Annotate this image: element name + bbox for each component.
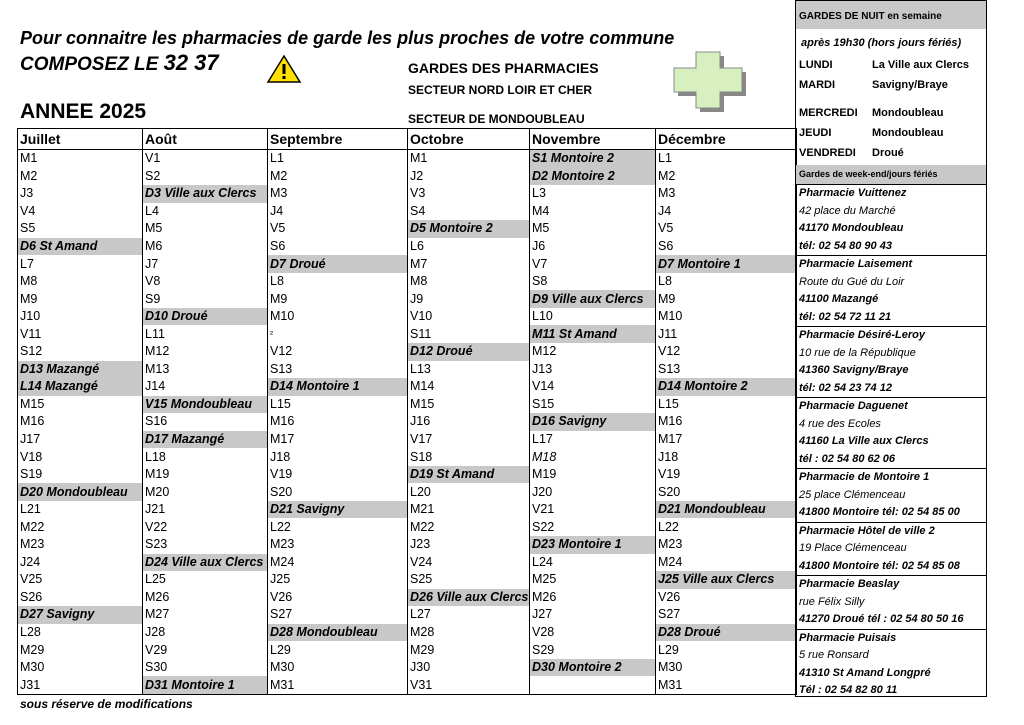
day-cell: M13 bbox=[143, 361, 268, 379]
day-cell: S5 bbox=[18, 220, 143, 238]
night-place: Savigny/Braye bbox=[872, 79, 948, 91]
pharmacy-name: Pharmacie Laisement bbox=[799, 258, 913, 270]
day-cell: M2 bbox=[656, 168, 797, 186]
day-cell: V29 bbox=[143, 641, 268, 659]
pharmacy-address: 4 rue des Ecoles bbox=[799, 417, 881, 430]
night-subtitle: après 19h30 (hors jours fériés) bbox=[801, 37, 962, 49]
pharmacy-address: 42 place du Marché bbox=[799, 204, 896, 217]
day-cell: L10 bbox=[530, 308, 656, 326]
day-cell: M8 bbox=[18, 273, 143, 291]
day-cell: D21 Mondoubleau bbox=[656, 501, 797, 519]
pharmacy-city: 41270 Droué tél : 02 54 80 50 16 bbox=[799, 613, 964, 625]
day-cell bbox=[530, 676, 656, 694]
day-cell: M30 bbox=[268, 659, 408, 677]
day-cell: M4 bbox=[530, 203, 656, 221]
calendar-row bbox=[18, 554, 797, 572]
day-cell: V18 bbox=[18, 448, 143, 466]
day-cell: V14 bbox=[530, 378, 656, 396]
day-cell: M29 bbox=[408, 641, 530, 659]
day-cell: S11 bbox=[408, 325, 530, 343]
pharmacy-phone: tél : 02 54 80 62 06 bbox=[799, 452, 896, 465]
calendar-row bbox=[18, 518, 797, 536]
warning-icon bbox=[266, 54, 302, 84]
day-cell: J25 bbox=[268, 571, 408, 589]
day-cell: V25 bbox=[18, 571, 143, 589]
day-cell: D24 Ville aux Clercs bbox=[143, 554, 268, 572]
calendar-row bbox=[18, 361, 797, 379]
day-cell: M19 bbox=[143, 466, 268, 484]
day-cell: S1 Montoire 2 bbox=[530, 150, 656, 168]
day-cell: D30 Montoire 2 bbox=[530, 659, 656, 677]
day-cell: M17 bbox=[268, 431, 408, 449]
pharmacy-card bbox=[796, 184, 986, 255]
day-cell: J24 bbox=[18, 554, 143, 572]
day-cell: D9 Ville aux Clercs bbox=[530, 290, 656, 308]
calendar-row bbox=[18, 589, 797, 607]
night-row bbox=[796, 75, 986, 95]
calendar-row bbox=[18, 273, 797, 291]
calendar-row bbox=[18, 238, 797, 256]
month-header: Août bbox=[143, 129, 268, 150]
pharmacy-city: 41310 St Amand Longpré bbox=[799, 666, 931, 679]
day-cell: S22 bbox=[530, 518, 656, 536]
day-cell: M21 bbox=[408, 501, 530, 519]
day-cell: D14 Montoire 2 bbox=[656, 378, 797, 396]
calendar-row bbox=[18, 413, 797, 431]
day-cell: M23 bbox=[18, 536, 143, 554]
day-cell: S19 bbox=[18, 466, 143, 484]
day-cell: V19 bbox=[656, 466, 797, 484]
pharmacy-card bbox=[796, 468, 986, 522]
calendar-row bbox=[18, 220, 797, 238]
night-day: MERCREDI bbox=[799, 107, 858, 119]
day-cell: M27 bbox=[143, 606, 268, 624]
day-cell: S16 bbox=[143, 413, 268, 431]
day-cell: V22 bbox=[143, 518, 268, 536]
day-cell: S6 bbox=[656, 238, 797, 256]
day-cell: D20 Mondoubleau bbox=[18, 483, 143, 501]
pharmacy-card bbox=[796, 326, 986, 397]
day-cell: L13 bbox=[408, 361, 530, 379]
day-cell: D27 Savigny bbox=[18, 606, 143, 624]
day-cell: D28 Mondoubleau bbox=[268, 624, 408, 642]
day-cell: S13 bbox=[656, 361, 797, 379]
day-cell: V4 bbox=[18, 203, 143, 221]
day-cell: L15 bbox=[656, 396, 797, 414]
day-cell: M11 St Amand bbox=[530, 325, 656, 343]
pharmacy-name: Pharmacie Beaslay bbox=[799, 578, 900, 590]
day-cell: M25 bbox=[530, 571, 656, 589]
day-cell: M14 bbox=[408, 378, 530, 396]
day-cell: M28 bbox=[408, 624, 530, 642]
calendar-row bbox=[18, 343, 797, 361]
day-cell: M22 bbox=[408, 518, 530, 536]
calendar-row bbox=[18, 255, 797, 273]
month-header: Novembre bbox=[530, 129, 656, 150]
sector-label-2: SECTEUR DE MONDOUBLEAU bbox=[408, 112, 585, 126]
day-cell: M26 bbox=[143, 589, 268, 607]
day-cell: J2 bbox=[408, 168, 530, 186]
day-cell: L7 bbox=[18, 255, 143, 273]
day-cell: L1 bbox=[656, 150, 797, 168]
pharmacy-phone: tél: 02 54 80 90 43 bbox=[799, 239, 892, 252]
day-cell: M9 bbox=[656, 290, 797, 308]
day-cell: M15 bbox=[18, 396, 143, 414]
day-cell: J20 bbox=[530, 483, 656, 501]
calendar-row bbox=[18, 290, 797, 308]
day-cell: L4 bbox=[143, 203, 268, 221]
day-cell: S2 bbox=[143, 168, 268, 186]
day-cell: D26 Ville aux Clercs bbox=[408, 589, 530, 607]
day-cell: L11 bbox=[143, 325, 268, 343]
day-cell: J11 bbox=[656, 325, 797, 343]
pharmacy-list bbox=[796, 184, 986, 700]
day-cell: M10 bbox=[268, 308, 408, 326]
day-cell: D19 St Amand bbox=[408, 466, 530, 484]
day-cell: M5 bbox=[143, 220, 268, 238]
phone-number: 32 37 bbox=[163, 50, 219, 75]
phone-line-text: COMPOSEZ LE bbox=[20, 54, 164, 75]
day-cell: D3 Ville aux Clercs bbox=[143, 185, 268, 203]
day-cell: V28 bbox=[530, 624, 656, 642]
year-title: ANNEE 2025 bbox=[20, 100, 147, 123]
night-place: La Ville aux Clercs bbox=[872, 59, 970, 71]
day-cell: J4 bbox=[268, 203, 408, 221]
day-cell: M9 bbox=[268, 290, 408, 308]
page-title: GARDES DES PHARMACIES bbox=[408, 60, 599, 76]
day-cell: L1 bbox=[268, 150, 408, 168]
month-header: Septembre bbox=[268, 129, 408, 150]
day-cell: J27 bbox=[530, 606, 656, 624]
pharmacy-address: 5 rue Ronsard bbox=[799, 649, 869, 661]
night-place: Mondoubleau bbox=[872, 107, 944, 119]
pharmacy-card bbox=[796, 397, 986, 468]
day-cell: L28 bbox=[18, 624, 143, 642]
day-cell: V8 bbox=[143, 273, 268, 291]
day-cell: S15 bbox=[530, 396, 656, 414]
day-cell: M19 bbox=[530, 466, 656, 484]
day-cell: L6 bbox=[408, 238, 530, 256]
day-cell: J10 bbox=[18, 308, 143, 326]
pharmacy-city: 41360 Savigny/Braye bbox=[799, 364, 909, 376]
calendar-row bbox=[18, 396, 797, 414]
day-cell: M12 bbox=[530, 343, 656, 361]
day-cell: M23 bbox=[656, 536, 797, 554]
night-row bbox=[796, 103, 986, 123]
day-cell: ² bbox=[268, 325, 408, 343]
day-cell: L29 bbox=[656, 641, 797, 659]
day-cell: V5 bbox=[268, 220, 408, 238]
day-cell: J25 Ville aux Clercs bbox=[656, 571, 797, 589]
day-cell: S12 bbox=[18, 343, 143, 361]
pharmacy-card bbox=[796, 629, 986, 700]
day-cell: M10 bbox=[656, 308, 797, 326]
day-cell: J18 bbox=[656, 448, 797, 466]
day-cell: J16 bbox=[408, 413, 530, 431]
day-cell: L8 bbox=[268, 273, 408, 291]
day-cell: M1 bbox=[408, 150, 530, 168]
night-day: LUNDI bbox=[799, 59, 833, 71]
day-cell: M30 bbox=[18, 659, 143, 677]
calendar-row bbox=[18, 150, 797, 168]
day-cell: D21 Savigny bbox=[268, 501, 408, 519]
day-cell: J13 bbox=[530, 361, 656, 379]
day-cell: S9 bbox=[143, 290, 268, 308]
pharmacy-city: 41170 Mondoubleau bbox=[799, 222, 904, 234]
calendar-row bbox=[18, 659, 797, 677]
day-cell: V26 bbox=[656, 589, 797, 607]
day-cell: M2 bbox=[18, 168, 143, 186]
day-cell: V10 bbox=[408, 308, 530, 326]
calendar-row bbox=[18, 624, 797, 642]
day-cell: D10 Droué bbox=[143, 308, 268, 326]
day-cell: S27 bbox=[268, 606, 408, 624]
day-cell: M8 bbox=[408, 273, 530, 291]
day-cell: M3 bbox=[268, 185, 408, 203]
day-cell: V7 bbox=[530, 255, 656, 273]
pharmacy-name: Pharmacie Vuittenez bbox=[799, 187, 907, 199]
day-cell: D16 Savigny bbox=[530, 413, 656, 431]
calendar-row bbox=[18, 185, 797, 203]
night-day: VENDREDI bbox=[799, 147, 856, 159]
pharmacy-card bbox=[796, 575, 986, 629]
day-cell: J17 bbox=[18, 431, 143, 449]
pharmacy-address: 10 rue de la République bbox=[799, 346, 916, 359]
day-cell: L14 Mazangé bbox=[18, 378, 143, 396]
day-cell: L21 bbox=[18, 501, 143, 519]
month-header: Décembre bbox=[656, 129, 797, 150]
day-cell: L8 bbox=[656, 273, 797, 291]
day-cell: M15 bbox=[408, 396, 530, 414]
day-cell: M30 bbox=[656, 659, 797, 677]
day-cell: J3 bbox=[18, 185, 143, 203]
day-cell: V31 bbox=[408, 676, 530, 694]
night-title: GARDES DE NUIT en semaine bbox=[796, 1, 986, 29]
calendar-row bbox=[18, 483, 797, 501]
day-cell: M20 bbox=[143, 483, 268, 501]
day-cell: D2 Montoire 2 bbox=[530, 168, 656, 186]
day-cell: L27 bbox=[408, 606, 530, 624]
day-cell: V1 bbox=[143, 150, 268, 168]
weekend-title: Gardes de week-end/jours fériés bbox=[796, 165, 986, 184]
day-cell: S4 bbox=[408, 203, 530, 221]
day-cell: L18 bbox=[143, 448, 268, 466]
calendar-row bbox=[18, 466, 797, 484]
day-cell: S20 bbox=[656, 483, 797, 501]
day-cell: J30 bbox=[408, 659, 530, 677]
day-cell: L25 bbox=[143, 571, 268, 589]
day-cell: J23 bbox=[408, 536, 530, 554]
pharmacy-phone: tél: 02 54 23 74 12 bbox=[799, 381, 892, 394]
pharmacy-card bbox=[796, 522, 986, 576]
day-cell: M23 bbox=[268, 536, 408, 554]
day-cell: M16 bbox=[656, 413, 797, 431]
day-cell: V3 bbox=[408, 185, 530, 203]
day-cell: D28 Droué bbox=[656, 624, 797, 642]
night-row bbox=[796, 55, 986, 75]
night-row bbox=[796, 123, 986, 143]
day-cell: D31 Montoire 1 bbox=[143, 676, 268, 694]
calendar-row bbox=[18, 676, 797, 694]
day-cell: M18 bbox=[530, 448, 656, 466]
day-cell: J4 bbox=[656, 203, 797, 221]
calendar-row bbox=[18, 571, 797, 589]
day-cell: J14 bbox=[143, 378, 268, 396]
day-cell: L22 bbox=[268, 518, 408, 536]
calendar-row bbox=[18, 308, 797, 326]
month-header-row bbox=[18, 129, 797, 150]
month-header: Juillet bbox=[18, 129, 143, 150]
day-cell: V19 bbox=[268, 466, 408, 484]
pharmacy-city: 41800 Montoire tél: 02 54 85 08 bbox=[799, 559, 960, 572]
sidebar-panel bbox=[795, 0, 987, 697]
day-cell: J31 bbox=[18, 676, 143, 694]
day-cell: M17 bbox=[656, 431, 797, 449]
day-cell: J7 bbox=[143, 255, 268, 273]
day-cell: D17 Mazangé bbox=[143, 431, 268, 449]
day-cell: L29 bbox=[268, 641, 408, 659]
day-cell: L15 bbox=[268, 396, 408, 414]
day-cell: M5 bbox=[530, 220, 656, 238]
pharmacy-city: 41800 Montoire tél: 02 54 85 00 bbox=[799, 506, 960, 518]
pharmacy-city: 41100 Mazangé bbox=[799, 293, 879, 305]
day-cell: S8 bbox=[530, 273, 656, 291]
day-cell: M16 bbox=[18, 413, 143, 431]
day-cell: L20 bbox=[408, 483, 530, 501]
calendar-row bbox=[18, 606, 797, 624]
pharmacy-name: Pharmacie de Montoire 1 bbox=[799, 471, 930, 483]
month-header: Octobre bbox=[408, 129, 530, 150]
day-cell: J18 bbox=[268, 448, 408, 466]
day-cell: J6 bbox=[530, 238, 656, 256]
phone-line bbox=[20, 50, 219, 76]
calendar-row bbox=[18, 536, 797, 554]
calendar-row bbox=[18, 203, 797, 221]
day-cell: V21 bbox=[530, 501, 656, 519]
sector-label: SECTEUR NORD LOIR ET CHER bbox=[408, 83, 593, 97]
day-cell: M1 bbox=[18, 150, 143, 168]
calendar-row bbox=[18, 641, 797, 659]
day-cell: M22 bbox=[18, 518, 143, 536]
calendar-row bbox=[18, 325, 797, 343]
night-place: Droué bbox=[872, 147, 904, 159]
day-cell: J21 bbox=[143, 501, 268, 519]
day-cell: L17 bbox=[530, 431, 656, 449]
day-cell: L24 bbox=[530, 554, 656, 572]
pharmacy-phone: Tél : 02 54 82 80 11 bbox=[799, 684, 898, 696]
pharmacy-address: Route du Gué du Loir bbox=[799, 275, 905, 288]
day-cell: M2 bbox=[268, 168, 408, 186]
day-cell: M7 bbox=[408, 255, 530, 273]
pharmacy-address: rue Félix Silly bbox=[799, 595, 865, 608]
day-cell: S6 bbox=[268, 238, 408, 256]
day-cell: M26 bbox=[530, 589, 656, 607]
pharmacy-name: Pharmacie Puisais bbox=[799, 631, 897, 644]
pharmacy-address: 19 Place Clémenceau bbox=[799, 542, 907, 554]
calendar-row bbox=[18, 431, 797, 449]
day-cell: D12 Droué bbox=[408, 343, 530, 361]
day-cell: D14 Montoire 1 bbox=[268, 378, 408, 396]
calendar-row bbox=[18, 168, 797, 186]
calendar-row bbox=[18, 378, 797, 396]
day-cell: M31 bbox=[268, 676, 408, 694]
day-cell: V17 bbox=[408, 431, 530, 449]
day-cell: M12 bbox=[143, 343, 268, 361]
pharmacy-city: 41160 La Ville aux Clercs bbox=[799, 435, 929, 447]
day-cell: J9 bbox=[408, 290, 530, 308]
day-cell: L22 bbox=[656, 518, 797, 536]
day-cell: D7 Montoire 1 bbox=[656, 255, 797, 273]
day-cell: S23 bbox=[143, 536, 268, 554]
day-cell: D5 Montoire 2 bbox=[408, 220, 530, 238]
day-cell: S13 bbox=[268, 361, 408, 379]
night-place: Mondoubleau bbox=[872, 127, 944, 139]
pharmacy-name: Pharmacie Désiré-Leroy bbox=[799, 329, 925, 341]
calendar-row bbox=[18, 448, 797, 466]
day-cell: M9 bbox=[18, 290, 143, 308]
day-cell: S25 bbox=[408, 571, 530, 589]
day-cell: V12 bbox=[656, 343, 797, 361]
night-day: MARDI bbox=[799, 79, 836, 91]
day-cell: V15 Mondoubleau bbox=[143, 396, 268, 414]
day-cell: M29 bbox=[18, 641, 143, 659]
pharmacy-cross-icon bbox=[672, 50, 748, 112]
day-cell: L3 bbox=[530, 185, 656, 203]
pharmacy-card bbox=[796, 255, 986, 326]
footer-note: sous réserve de modifications bbox=[20, 697, 193, 711]
day-cell: V24 bbox=[408, 554, 530, 572]
day-cell: V26 bbox=[268, 589, 408, 607]
calendar-row bbox=[18, 501, 797, 519]
day-cell: M3 bbox=[656, 185, 797, 203]
day-cell: V11 bbox=[18, 325, 143, 343]
pharmacy-address: 25 place Clémenceau bbox=[799, 488, 906, 501]
day-cell: M6 bbox=[143, 238, 268, 256]
day-cell: S26 bbox=[18, 589, 143, 607]
day-cell: M24 bbox=[656, 554, 797, 572]
day-cell: S30 bbox=[143, 659, 268, 677]
night-row bbox=[796, 143, 986, 163]
day-cell: S20 bbox=[268, 483, 408, 501]
info-line: Pour connaitre les pharmacies de garde les plus proches de votre commune bbox=[20, 28, 675, 48]
day-cell: M31 bbox=[656, 676, 797, 694]
day-cell: D23 Montoire 1 bbox=[530, 536, 656, 554]
pharmacy-phone: tél: 02 54 72 11 21 bbox=[799, 310, 892, 323]
day-cell: D6 St Amand bbox=[18, 238, 143, 256]
day-cell: V12 bbox=[268, 343, 408, 361]
calendar-body bbox=[18, 150, 797, 695]
day-cell: S29 bbox=[530, 641, 656, 659]
day-cell: S18 bbox=[408, 448, 530, 466]
day-cell: M16 bbox=[268, 413, 408, 431]
pharmacy-name: Pharmacie Daguenet bbox=[799, 400, 908, 412]
day-cell: S27 bbox=[656, 606, 797, 624]
day-cell: D7 Droué bbox=[268, 255, 408, 273]
calendar-table bbox=[17, 128, 797, 695]
night-day: JEUDI bbox=[799, 127, 832, 139]
day-cell: V5 bbox=[656, 220, 797, 238]
day-cell: D13 Mazangé bbox=[18, 361, 143, 379]
pharmacy-name: Pharmacie Hôtel de ville 2 bbox=[799, 524, 935, 537]
day-cell: M24 bbox=[268, 554, 408, 572]
day-cell: J28 bbox=[143, 624, 268, 642]
